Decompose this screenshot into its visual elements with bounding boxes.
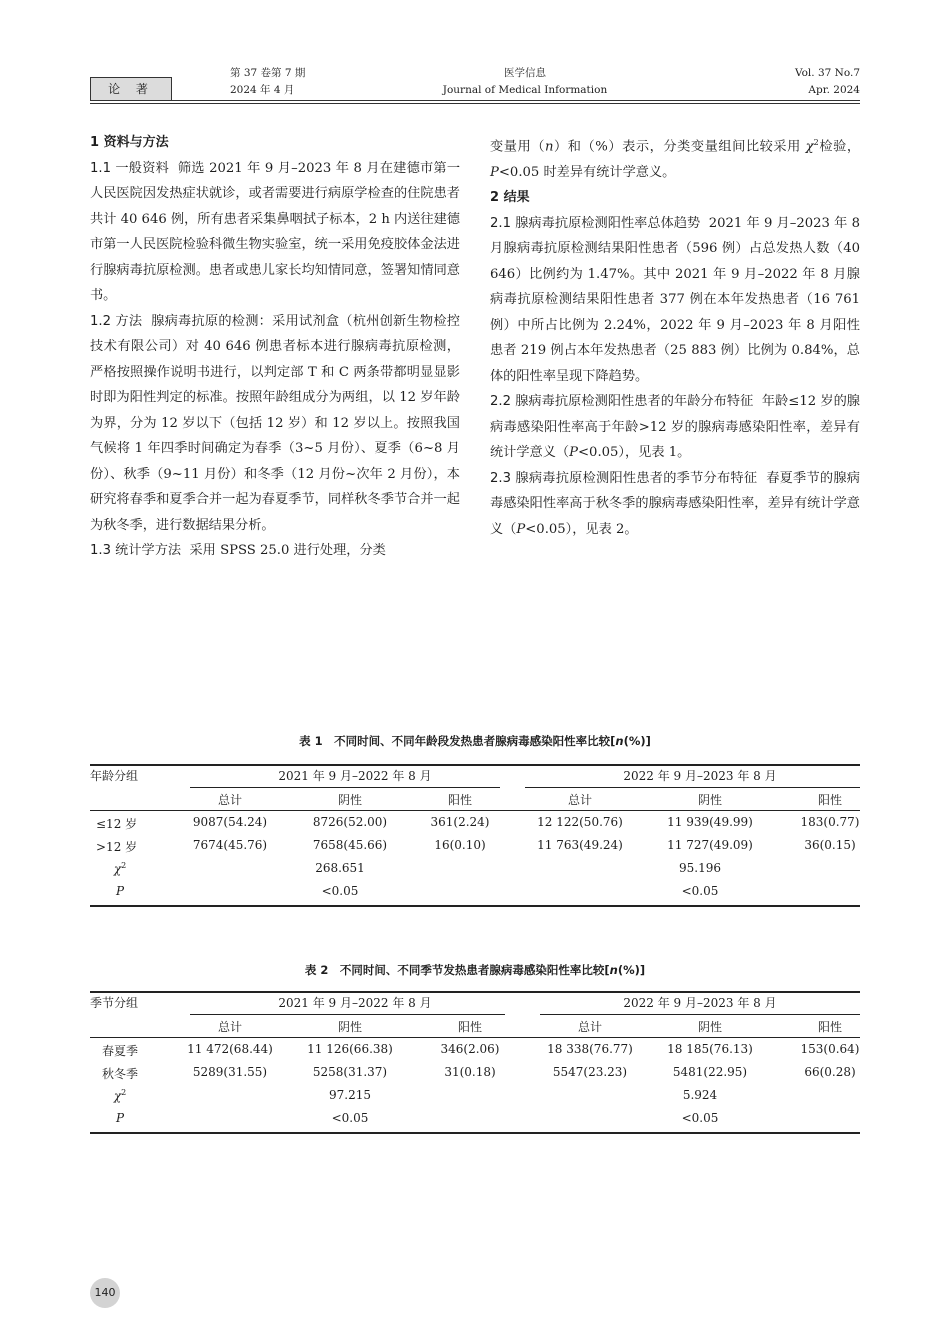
- journal-title-en: Journal of Medical Information: [442, 84, 608, 96]
- table-rule-bottom: [90, 1132, 860, 1134]
- period-2-rule: [525, 787, 860, 788]
- table-cell: 18 185(76.13): [667, 1042, 753, 1056]
- paragraph-text: <0.05），见表 1。: [578, 445, 691, 461]
- paragraph-text: 年龄≤12 岁的腺病毒感染阳性率高于年龄>12 岁的腺病毒感染阳性率，差异有统计学意义（: [490, 394, 860, 461]
- subheader-negative: 阴性: [697, 1020, 722, 1034]
- table-cell: 9087(54.24): [192, 815, 268, 829]
- volume-cn: 第 37 卷第 7 期: [230, 67, 306, 79]
- table-cell: 183(0.77): [800, 815, 860, 829]
- chi-symbol: χ: [113, 862, 122, 876]
- p-symbol: P: [115, 884, 125, 898]
- date-en: Apr. 2024: [808, 84, 860, 96]
- table-2: [90, 991, 860, 1135]
- paragraph-1-1: [90, 156, 460, 309]
- n-symbol: n: [615, 734, 624, 748]
- table-cell: 5547(23.23): [552, 1065, 628, 1079]
- group-header: 年龄分组: [90, 769, 139, 783]
- subheader-total: 总计: [567, 793, 592, 807]
- chi-square-value: 97.215: [329, 1088, 371, 1102]
- chi-symbol: χ: [113, 1089, 122, 1103]
- table-rule-top: [90, 764, 860, 766]
- superscript: 2: [121, 861, 127, 870]
- subheader-total: 总计: [577, 1020, 602, 1034]
- period-2-header: 2022 年 9 月–2023 年 8 月: [623, 769, 777, 783]
- paragraph-lead: 1.2 方法: [90, 313, 143, 329]
- paragraph-text: 腺病毒抗原的检测：采用试剂盒（杭州创新生物检控技术有限公司）对 40 646 例患者标本进行腺病毒抗原检测，严格按照操作说明书进行，以判定部 T 和 C 两条带都明显显影时即为阳性判定的标准。按照年龄组成分为两组，以 12 岁年龄为界，分为 12 岁以下（包括 12 岁）和 12 岁以上。按照我国气候将 1 年四季时间确定为春季（3~5 月份）、夏季（6~8 月份）、秋季（9~11 月份）和冬季（12 月份~次年 2 月份），本研究将春季和夏季合并一起为春夏季节，同样秋冬季节合并一起为秋冬季，进行数据结果分析。: [90, 313, 460, 533]
- table-cell: 11 939(49.99): [667, 815, 753, 829]
- paragraph-1-3-continued: [490, 130, 860, 185]
- p-value: <0.05: [321, 884, 359, 898]
- paragraph-lead: 1.3 统计学方法: [90, 543, 182, 558]
- p-symbol: P: [115, 1111, 125, 1125]
- table-cell: 16(0.10): [434, 838, 486, 852]
- table-cell: 18 338(76.77): [547, 1042, 633, 1056]
- period-2-header: 2022 年 9 月–2023 年 8 月: [623, 996, 777, 1010]
- paragraph-text: 筛选 2021 年 9 月–2023 年 8 月在建德市第一人民医院因发热症状就诊，或者需要进行病原学检查的住院患者共计 40 646 例，所有患者采集鼻咽拭子标本，2 h 内送往建德市第一人民医院检验科微生物实验室，统一采用免疫胶体金法进行腺病毒抗原检测。患者或患儿家长均知情同意，签署知情同意书。: [90, 160, 461, 303]
- row-label: ≤12 岁: [96, 817, 138, 831]
- row-label: 秋冬季: [101, 1067, 138, 1081]
- period-1-header: 2021 年 9 月–2022 年 8 月: [278, 769, 432, 783]
- table-cell: 12 122(50.76): [537, 815, 623, 829]
- chi-square-label: [105, 861, 135, 876]
- caption-text: (%)]: [617, 963, 646, 977]
- table-cell: 11 763(49.24): [537, 838, 623, 852]
- p-value: <0.05: [681, 1111, 719, 1125]
- table-cell: 36(0.15): [804, 838, 856, 852]
- table-cell: 11 472(68.44): [187, 1042, 273, 1056]
- text-run: ）和（%）表示，分类变量组间比较采用: [553, 139, 801, 155]
- subheader-positive: 阳性: [817, 793, 842, 807]
- text-run: 变量用（: [490, 139, 545, 155]
- table-rule-top: [90, 991, 860, 993]
- paragraph-lead: 2.2 腺病毒抗原检测阳性患者的年龄分布特征: [490, 394, 754, 410]
- text-run: 检验，: [818, 139, 861, 155]
- n-symbol: n: [545, 139, 554, 155]
- paragraph-1-2: [90, 309, 460, 539]
- date-cn: 2024 年 4 月: [230, 84, 295, 96]
- subheader-negative: 阴性: [697, 793, 722, 807]
- journal-title-cn: 医学信息: [504, 67, 546, 79]
- p-label: [105, 884, 135, 898]
- table-cell: 5258(31.37): [312, 1065, 388, 1079]
- section-heading: 1 资料与方法: [90, 135, 169, 150]
- superscript: 2: [813, 138, 819, 147]
- paragraph-2-2: [490, 389, 860, 466]
- table-rule-mid: [90, 1037, 860, 1038]
- subheader-negative: 阴性: [337, 793, 362, 807]
- page-number: 140: [90, 1278, 120, 1308]
- period-1-header: 2021 年 9 月–2022 年 8 月: [278, 996, 432, 1010]
- table-cell: 153(0.64): [800, 1042, 860, 1056]
- table-cell: 66(0.28): [804, 1065, 856, 1079]
- paragraph-text: <0.05），见表 2。: [525, 521, 638, 537]
- caption-text: (%)]: [623, 734, 651, 748]
- p-value: <0.05: [681, 884, 719, 898]
- paragraph-lead: 2.3 腺病毒抗原检测阳性患者的季节分布特征: [490, 470, 758, 486]
- paragraph-text: 采用 SPSS 25.0 进行处理，分类: [189, 543, 386, 558]
- table-1: [90, 764, 860, 908]
- chi-square-value: 5.924: [682, 1088, 718, 1102]
- subheader-positive: 阳性: [447, 793, 472, 807]
- chi-symbol: χ: [805, 139, 814, 155]
- chi-square-value: 268.651: [315, 861, 365, 875]
- subheader-positive: 阳性: [457, 1020, 482, 1034]
- p-symbol: P: [569, 445, 578, 461]
- running-header: [0, 0, 950, 110]
- subheader-total: 总计: [217, 793, 242, 807]
- paragraph-2-3: [490, 466, 860, 543]
- superscript: 2: [121, 1088, 127, 1097]
- row-label: 春夏季: [101, 1044, 138, 1058]
- row-label: >12 岁: [96, 840, 138, 854]
- table-cell: 8726(52.00): [312, 815, 388, 829]
- right-column: [490, 130, 860, 542]
- table-cell: 7658(45.66): [312, 838, 388, 852]
- table-cell: 11 727(49.09): [667, 838, 753, 852]
- subheader-negative: 阴性: [337, 1020, 362, 1034]
- volume-en: Vol. 37 No.7: [794, 67, 860, 79]
- table-rule-bottom: [90, 905, 860, 907]
- period-2-rule: [540, 1014, 860, 1015]
- table-1-caption: [90, 733, 860, 749]
- caption-text: 表 2 不同时间、不同季节发热患者腺病毒感染阳性率比较[: [304, 963, 610, 977]
- p-symbol: P: [490, 164, 499, 180]
- section-tag: 论 著: [90, 77, 172, 101]
- p-symbol: P: [516, 521, 526, 537]
- n-symbol: n: [609, 963, 618, 977]
- table-cell: 5481(22.95): [672, 1065, 748, 1079]
- paragraph-text: 春夏季节的腺病毒感染阳性率高于秋冬季的腺病毒感染阳性率，差异有统计学意义（: [490, 470, 860, 537]
- p-label: [105, 1111, 135, 1125]
- paragraph-text: 2021 年 9 月–2023 年 8 月腺病毒抗原检测结果阳性患者（596 例）占总发热人数（40 646）比例约为 1.47%。其中 2021 年 9 月–2022 年 8 月腺病毒抗原检测结果阳性患者 377 例在本年发热患者（16 761 例）中所占比例为 2.24%，2022 年 9 月–2023 年 8 月阳性患者 219 例占本年发热患者（25 883 例）比例为 0.84%，总体的阳性率呈现下降趋势。: [490, 215, 860, 384]
- table-rule-mid: [90, 810, 860, 811]
- period-1-rule: [190, 787, 500, 788]
- table-cell: 346(2.06): [440, 1042, 500, 1056]
- paragraph-lead: 2.1 腺病毒抗原检测阳性率总体趋势: [490, 215, 701, 231]
- header-rule: [90, 100, 860, 101]
- section-heading: 2 结果: [490, 190, 530, 206]
- table-cell: 361(2.24): [430, 815, 490, 829]
- text-run: <0.05 时差异有统计学意义。: [498, 164, 676, 180]
- group-header: 季节分组: [90, 996, 139, 1010]
- table-cell: 5289(31.55): [192, 1065, 268, 1079]
- chi-square-label: [105, 1088, 135, 1103]
- table-cell: 7674(45.76): [192, 838, 268, 852]
- table-cell: 11 126(66.38): [307, 1042, 393, 1056]
- caption-text: 表 1 不同时间、不同年龄段发热患者腺病毒感染阳性率比较[: [299, 734, 616, 748]
- paragraph-1-3: [90, 538, 460, 564]
- left-column: [90, 130, 460, 564]
- paragraph-2-1: [490, 211, 860, 390]
- subheader-total: 总计: [217, 1020, 242, 1034]
- chi-square-value: 95.196: [679, 861, 721, 875]
- subheader-positive: 阳性: [817, 1020, 842, 1034]
- table-2-caption: [90, 962, 860, 978]
- header-rule: [90, 103, 860, 104]
- p-value: <0.05: [331, 1111, 369, 1125]
- table-cell: 31(0.18): [444, 1065, 496, 1079]
- paragraph-lead: 1.1 一般资料: [90, 160, 170, 176]
- period-1-rule: [190, 1014, 505, 1015]
